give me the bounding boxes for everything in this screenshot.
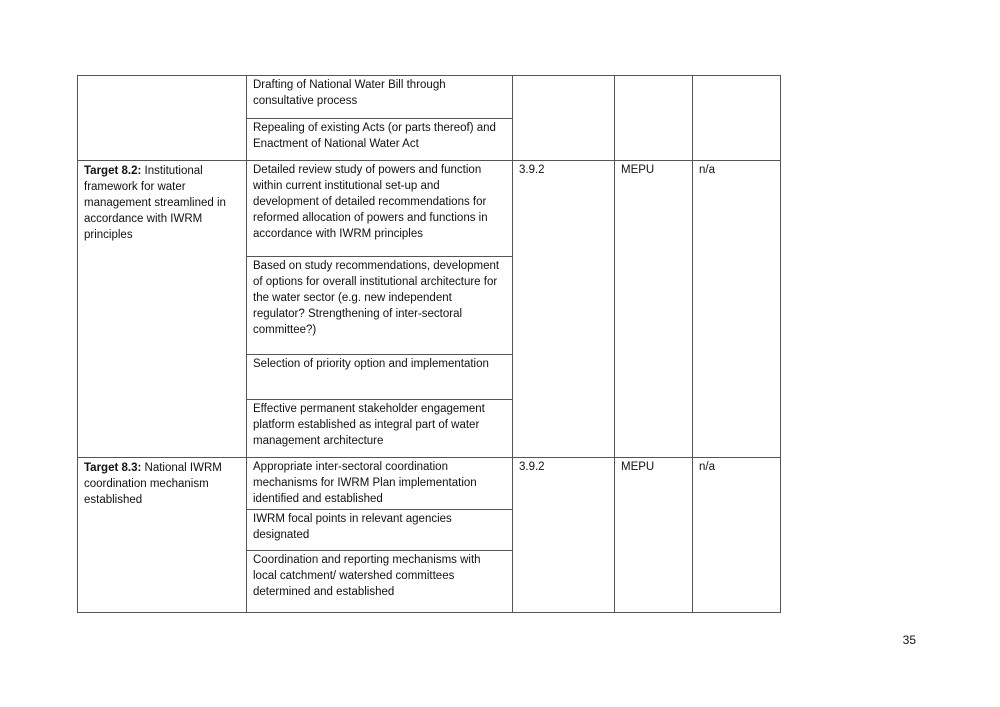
target-cell [78, 161, 247, 458]
activity-cell: Based on study recommendations, development of options for overall institutional architecture for the water sector (e.g. new independent regulator? Strengthening of inter-sectoral committee?) [247, 257, 513, 355]
reference-cell: 3.9.2 [513, 458, 615, 613]
page-number: 35 [902, 633, 916, 647]
target-description: National IWRM coordination mechanism established [84, 462, 222, 506]
activity-cell: Coordination and reporting mechanisms with local catchment/ watershed committees determined and established [247, 551, 513, 613]
reference-cell [513, 76, 615, 161]
target-description: Institutional framework for water management streamlined in accordance with IWRM principles [84, 165, 226, 241]
cost-cell: n/a [693, 161, 781, 458]
target-label: Target 8.2: [84, 165, 142, 177]
agency-cell [615, 76, 693, 161]
activity-cell: IWRM focal points in relevant agencies designated [247, 510, 513, 551]
document-table [77, 75, 781, 613]
agency-cell: MEPU [615, 161, 693, 458]
table-row [78, 161, 781, 257]
target-cell [78, 458, 247, 613]
table-row [78, 458, 781, 510]
target-cell [78, 76, 247, 161]
agency-cell: MEPU [615, 458, 693, 613]
cost-cell: n/a [693, 458, 781, 613]
target-label: Target 8.3: [84, 462, 142, 474]
reference-cell: 3.9.2 [513, 161, 615, 458]
activity-cell: Effective permanent stakeholder engagement platform established as integral part of water management architecture [247, 400, 513, 458]
table-row [78, 76, 781, 119]
activity-cell: Selection of priority option and implementation [247, 355, 513, 400]
activity-cell: Drafting of National Water Bill through consultative process [247, 76, 513, 119]
activity-cell: Detailed review study of powers and function within current institutional set-up and development of detailed recommendations for reformed allocation of powers and functions in accordance with IWRM principles [247, 161, 513, 257]
cost-cell [693, 76, 781, 161]
activity-cell: Repealing of existing Acts (or parts thereof) and Enactment of National Water Act [247, 119, 513, 161]
activity-cell: Appropriate inter-sectoral coordination mechanisms for IWRM Plan implementation identified and established [247, 458, 513, 510]
